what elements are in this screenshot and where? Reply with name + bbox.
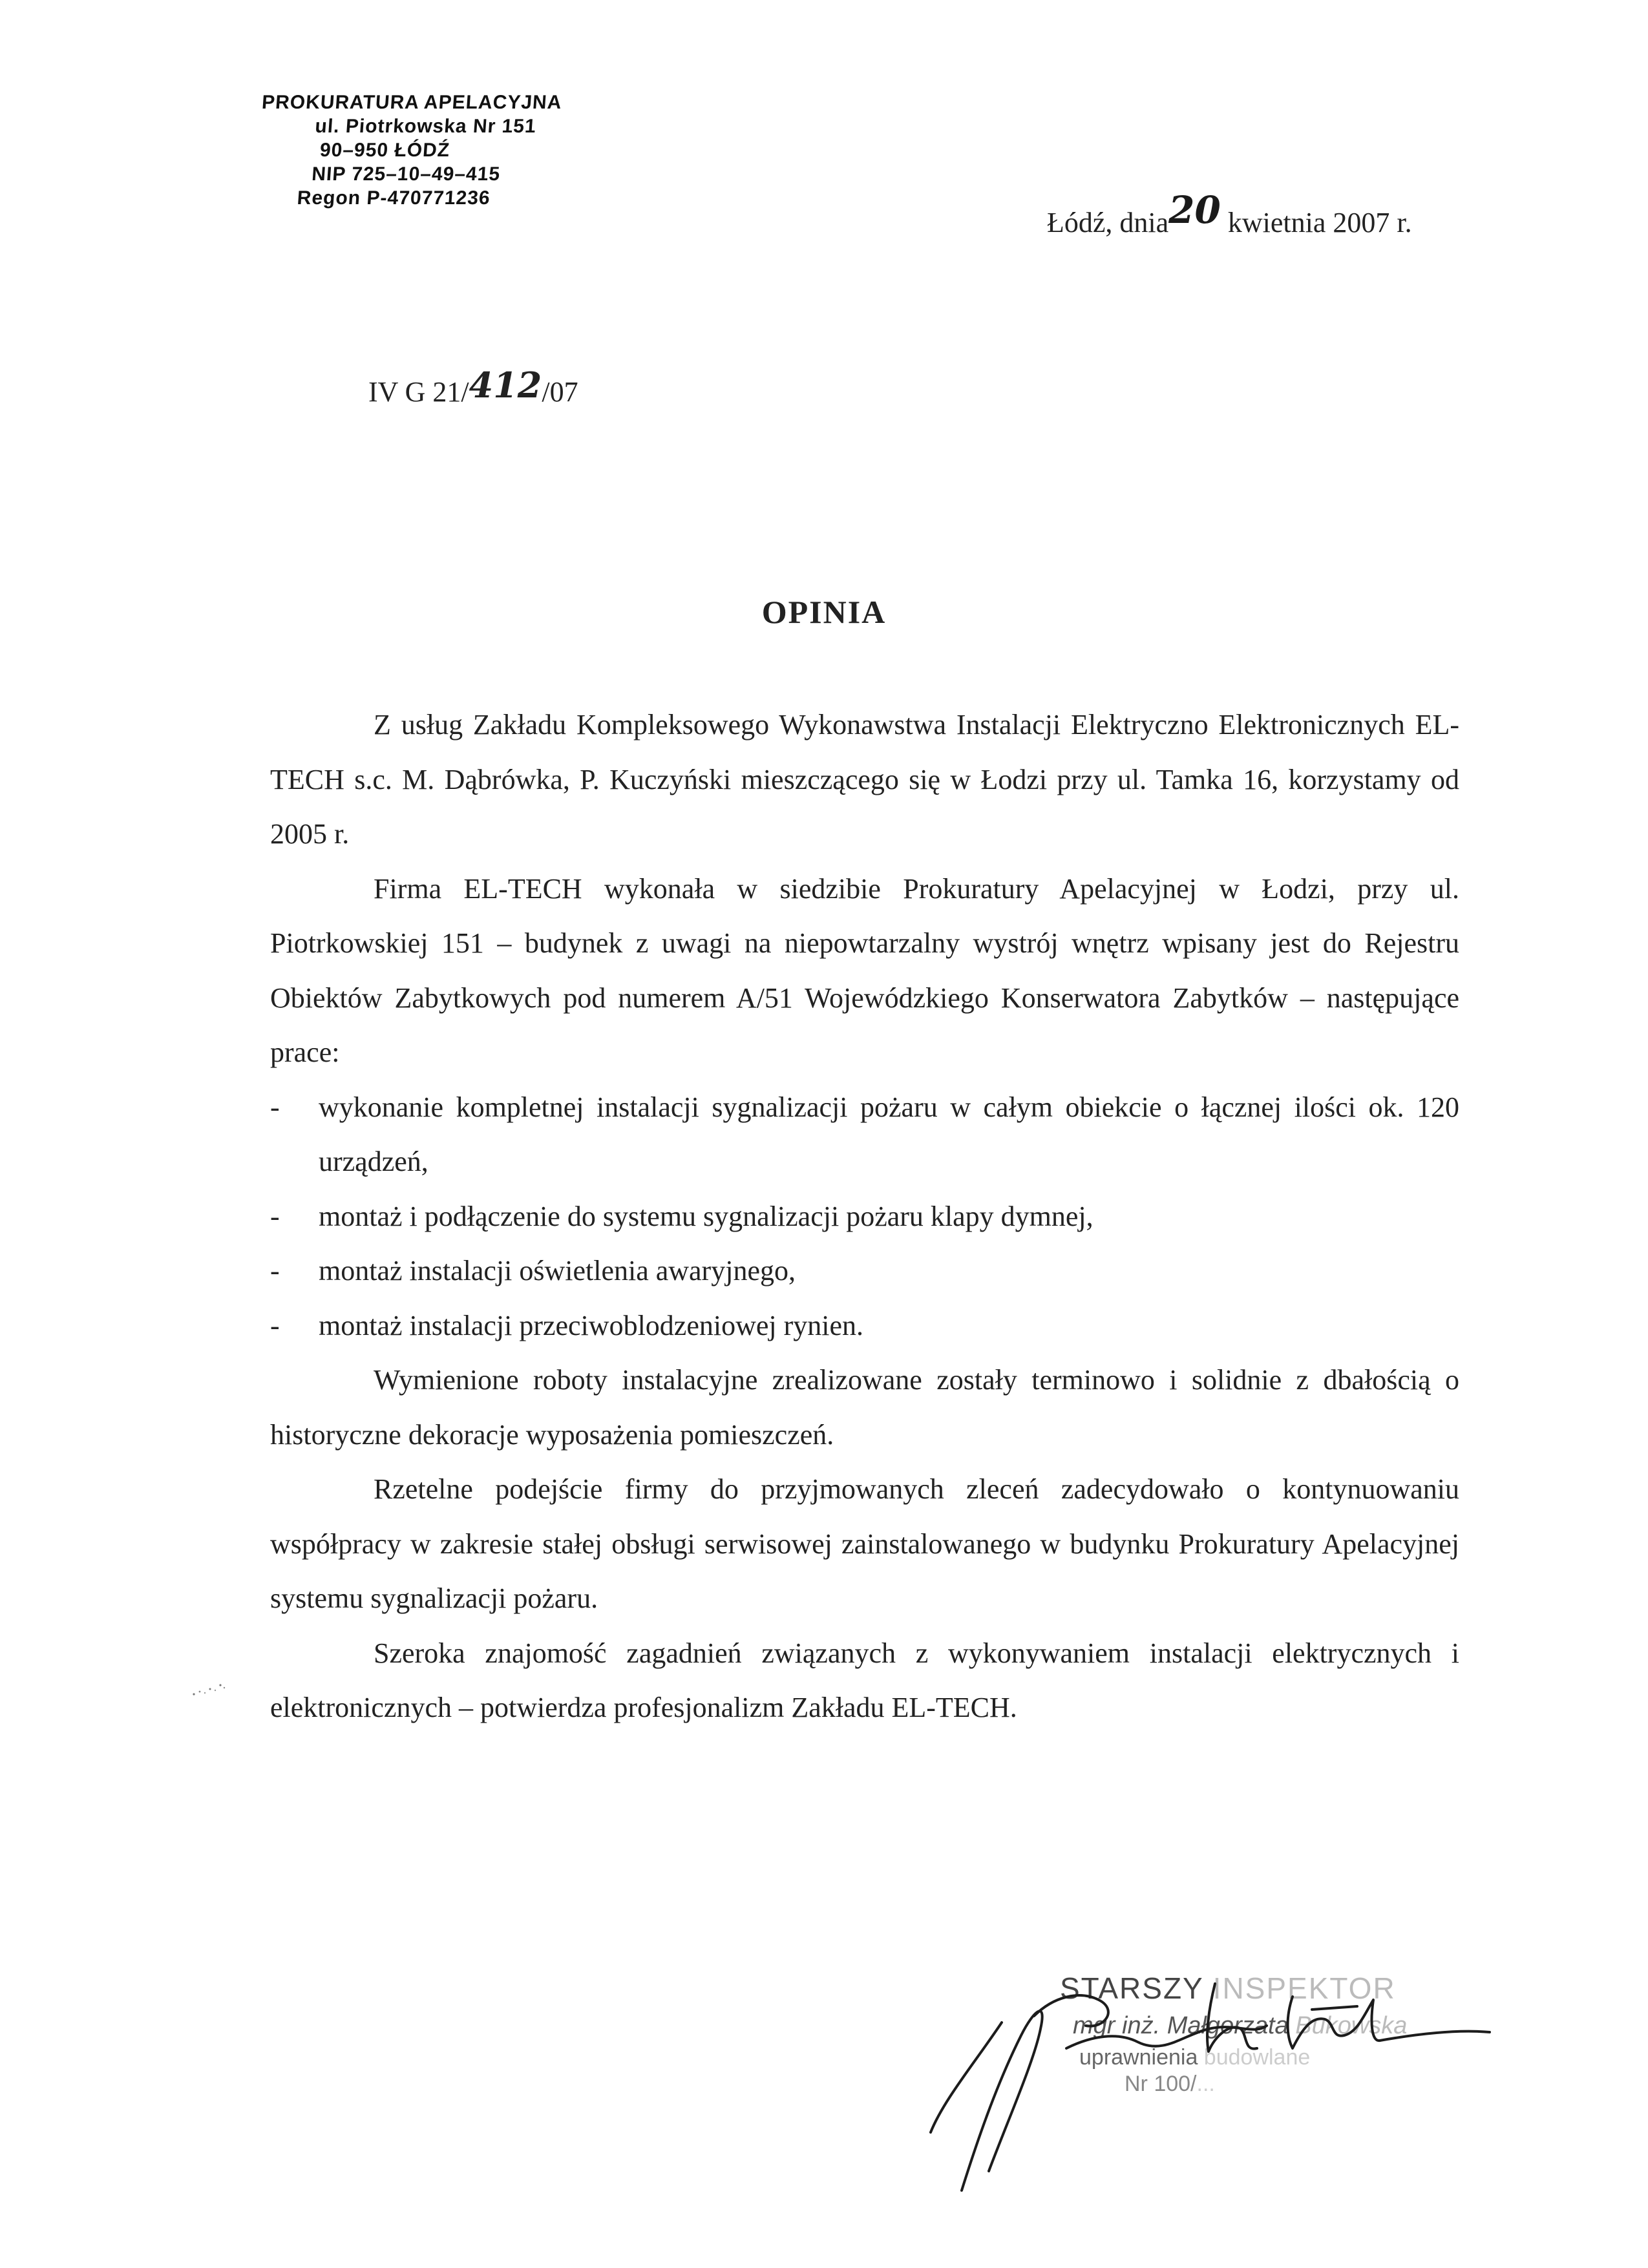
handwritten-signature xyxy=(905,1938,1499,2210)
bullet-dash: - xyxy=(270,1309,280,1341)
document-date xyxy=(1047,188,1412,241)
date-day-handwritten: 20 xyxy=(1168,188,1221,232)
list-item xyxy=(270,1244,1459,1299)
list-item xyxy=(270,1190,1459,1244)
document-title: OPINIA xyxy=(761,594,887,630)
paragraph-cooperation: Rzetelne podejście firmy do przyjmowanych zleceń zadecydowało o kontynuowaniu współpracy w zakresie stałej obsługi serwisowej zainstalowanego w budynku Prokuratury Apelacyjnej systemu sygnalizacji pożaru. xyxy=(270,1473,1459,1614)
list-item xyxy=(270,1299,1459,1354)
letterhead-stamp xyxy=(255,90,563,210)
letterhead-regon: Regon P-470771236 xyxy=(296,187,491,209)
date-prefix: Łódź, dnia xyxy=(1047,207,1169,238)
list-item-text: montaż instalacji przeciwoblodzeniowej rynien. xyxy=(319,1309,864,1341)
document-body xyxy=(270,698,1459,1736)
reference-suffix: /07 xyxy=(542,376,578,408)
stamp-name: mgr inż. Małgorzata Bukowska xyxy=(1073,2012,1408,2039)
paragraph-quality: Wymienione roboty instalacyjne zrealizowane zostały terminowo i solidnie z dbałością o historyczne dekoracje wyposażenia pomieszczeń. xyxy=(270,1364,1459,1451)
list-item xyxy=(270,1080,1459,1190)
reference-prefix: IV G 21/ xyxy=(368,376,469,408)
paragraph-works: Firma EL-TECH wykonała w siedzibie Prokuratury Apelacyjnej w Łodzi, przy ul. Piotrkowskiej 151 – budynek z uwagi na niepowtarzalny wystrój wnętrz wpisany jest do Rejestru Obiektów Zabytkowych pod numerem A/51 Wojewódzkiego Konserwatora Zabytków – następujące prace: xyxy=(270,872,1459,1068)
paragraph-intro: Z usług Zakładu Kompleksowego Wykonawstwa Instalacji Elektryczno Elektronicznych EL-TECH s.c. M. Dąbrówka, P. Kuczyński mieszczącego się w Łodzi przy ul. Tamka 16, korzystamy od 2005 r. xyxy=(270,709,1459,850)
reference-handwritten-number: 412 xyxy=(469,364,542,406)
stamp-position: STARSZY INSPEKTOR xyxy=(1060,1971,1396,2005)
paragraph-conclusion: Szeroka znajomość zagadnień związanych z wykonywaniem instalacji elektrycznych i elektronicznych – potwierdza profesjonalizm Zakładu EL-TECH. xyxy=(270,1637,1459,1723)
list-item-text: montaż instalacji oświetlenia awaryjnego, xyxy=(319,1255,796,1286)
stamp-license-number: Nr 100/... xyxy=(1125,2072,1215,2096)
list-item-text: montaż i podłączenie do systemu sygnalizacji pożaru klapy dymnej, xyxy=(319,1200,1093,1232)
scan-artifact xyxy=(191,1680,229,1699)
bullet-dash: - xyxy=(270,1200,280,1232)
bullet-dash: - xyxy=(270,1255,280,1286)
letterhead-institution: PROKURATURA APELACYJNA xyxy=(261,92,563,113)
stamp-license: uprawnienia budowlane xyxy=(1079,2045,1311,2070)
letterhead-street: ul. Piotrkowska Nr 151 xyxy=(314,116,537,137)
bullet-dash: - xyxy=(270,1091,280,1123)
letterhead-city: 90–950 ŁÓDŹ xyxy=(319,140,451,161)
date-suffix: kwietnia 2007 r. xyxy=(1220,207,1412,238)
letterhead-nip: NIP 725–10–49–415 xyxy=(311,163,502,185)
list-item-text: wykonanie kompletnej instalacji sygnalizacji pożaru w całym obiekcie o łącznej ilości ok. 120 urządzeń, xyxy=(319,1091,1459,1177)
reference-number xyxy=(368,364,578,410)
